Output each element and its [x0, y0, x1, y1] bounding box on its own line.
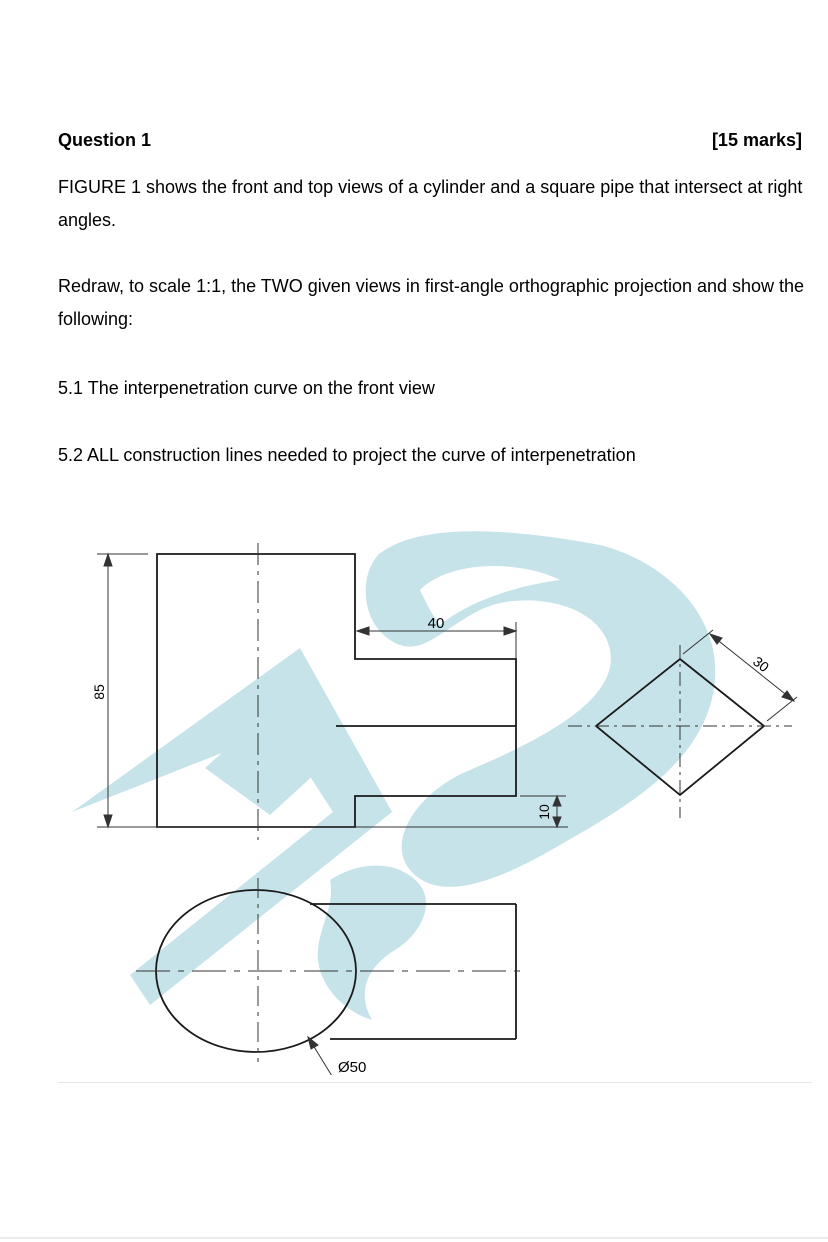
- figure-1-drawing: [0, 530, 828, 1075]
- section-divider: [58, 1082, 812, 1083]
- dim-height-label: 85: [91, 684, 107, 700]
- page-bottom-divider: [0, 1237, 828, 1239]
- dim-square-side-label: 30: [750, 652, 773, 676]
- intro-paragraph: FIGURE 1 shows the front and top views of a cylinder and a square pipe that intersect at right angles.: [58, 177, 803, 230]
- task-item-5-2: 5.2 ALL construction lines needed to project the curve of interpenetration: [58, 445, 636, 465]
- dim-pipe-length-label: 40: [427, 615, 445, 632]
- dim-offset-label: 10: [536, 804, 552, 820]
- instruction-paragraph: Redraw, to scale 1:1, the TWO given views in first-angle orthographic projection and show the following:: [58, 276, 805, 329]
- dim-diameter-label: Ø50: [338, 1059, 367, 1075]
- question-marks: [15 marks]: [711, 130, 802, 150]
- task-item-5-1: 5.1 The interpenetration curve on the front view: [58, 378, 435, 398]
- question-title: Question 1: [58, 130, 152, 150]
- watermark-logo: [72, 531, 715, 1020]
